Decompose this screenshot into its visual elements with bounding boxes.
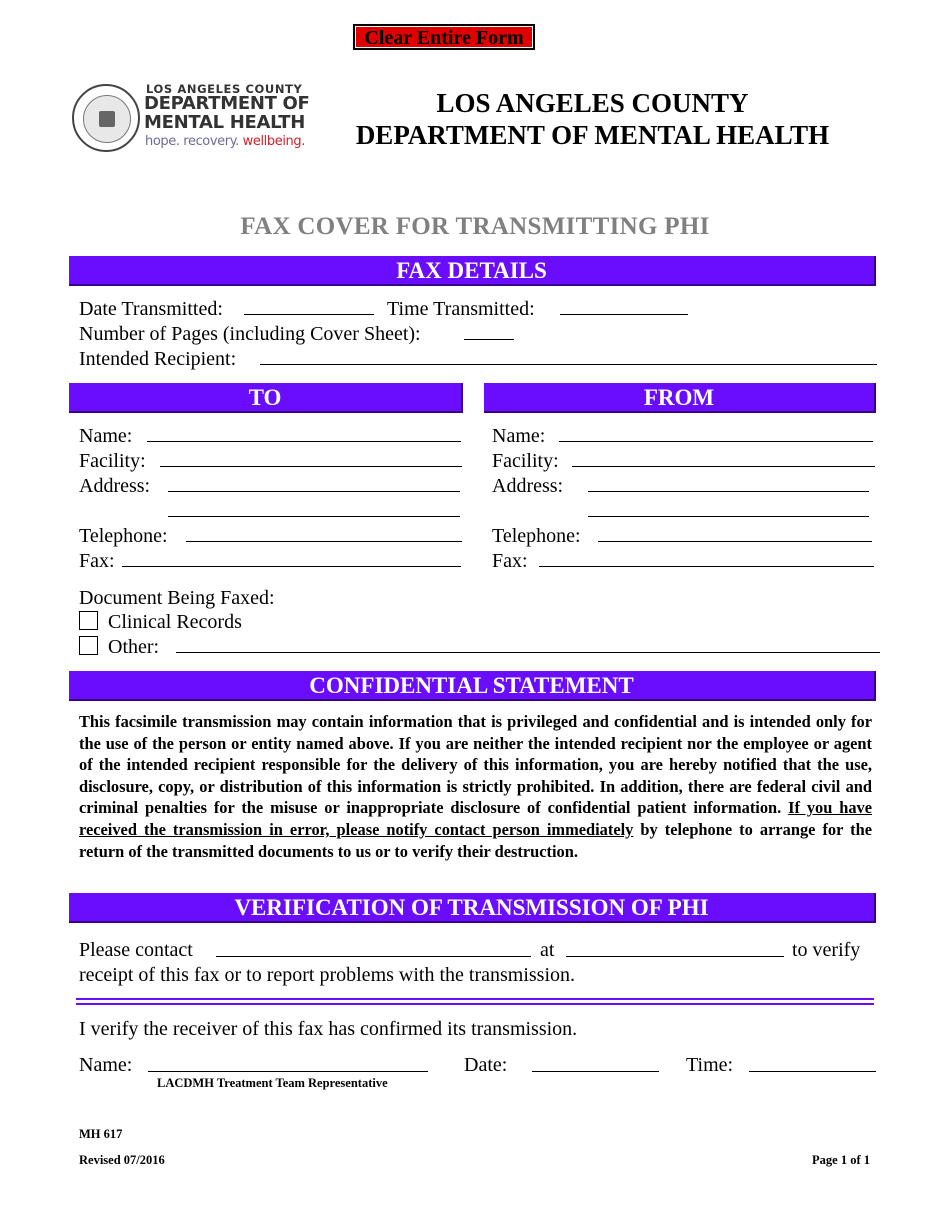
verification-line-2: receipt of this fax or to report problems with the transmission. (79, 964, 576, 986)
from-heading: FROM (484, 383, 876, 413)
contact-person-field[interactable] (216, 955, 531, 957)
from-facility-field[interactable] (572, 465, 875, 467)
from-name-label: Name: (492, 425, 546, 447)
time-transmitted-label: Time Transmitted: (387, 298, 535, 320)
to-fax-label: Fax: (79, 550, 115, 572)
to-name-field[interactable] (147, 440, 461, 442)
revised-date: Revised 07/2016 (79, 1153, 165, 1167)
from-name-field[interactable] (559, 440, 873, 442)
confidential-text-end: by telephone to arrange for the return of the transmitted documents to us or to verify their destruction. (79, 819, 872, 861)
form-title: FAX COVER FOR TRANSMITTING PHI (240, 213, 710, 240)
to-name-label: Name: (79, 425, 133, 447)
separator-line-1 (76, 998, 874, 1000)
date-transmitted-field[interactable] (244, 313, 374, 315)
pages-label: Number of Pages (including Cover Sheet): (79, 323, 421, 345)
other-field[interactable] (176, 651, 880, 653)
verify-time-label: Time: (686, 1054, 734, 1076)
to-telephone-label: Telephone: (79, 525, 168, 547)
confidential-underlined-text: If you have received the transmission in error, please notify contact person immediately (79, 798, 872, 839)
to-facility-field[interactable] (160, 465, 462, 467)
separator-line-2 (76, 1003, 874, 1005)
header-title-line-2: DEPARTMENT OF MENTAL HEALTH (355, 120, 830, 150)
to-telephone-field[interactable] (186, 540, 462, 542)
seal-emblem (99, 111, 115, 127)
from-facility-label: Facility: (492, 450, 559, 472)
verify-date-field[interactable] (532, 1070, 659, 1072)
clinical-records-checkbox[interactable] (79, 611, 98, 630)
pages-field[interactable] (464, 338, 514, 340)
verify-name-label: Name: (79, 1054, 133, 1076)
page-number: Page 1 of 1 (812, 1153, 870, 1167)
from-fax-label: Fax: (492, 550, 528, 572)
to-verify-label: to verify (792, 939, 861, 961)
from-address-field-2[interactable] (588, 515, 869, 517)
verify-date-label: Date: (464, 1054, 508, 1076)
logo-tagline (145, 134, 305, 149)
document-label: Document Being Faxed: (79, 587, 275, 609)
contact-phone-field[interactable] (566, 955, 784, 957)
from-address-field-1[interactable] (588, 490, 869, 492)
verify-name-field[interactable] (148, 1070, 428, 1072)
to-facility-label: Facility: (79, 450, 146, 472)
from-fax-field[interactable] (539, 565, 874, 567)
time-transmitted-field[interactable] (560, 313, 688, 315)
fax-details-heading: FAX DETAILS (69, 256, 876, 286)
seal-inner (83, 95, 131, 143)
intended-recipient-field[interactable] (260, 363, 877, 365)
from-address-label: Address: (492, 475, 564, 497)
confidential-heading: CONFIDENTIAL STATEMENT (69, 671, 876, 701)
to-address-field-2[interactable] (168, 515, 460, 517)
to-address-label: Address: (79, 475, 151, 497)
verify-time-field[interactable] (749, 1070, 876, 1072)
tagline-part-2: wellbeing. (242, 134, 305, 149)
intended-recipient-label: Intended Recipient: (79, 348, 237, 370)
tagline-part-1: hope. recovery. (145, 134, 243, 149)
form-number: MH 617 (79, 1127, 123, 1141)
confidential-text: This facsimile transmission may contain information that is privileged and confidential and is intended only for the use of the person or entity named above. If you are neither the intended recipient nor the employee or agent of the intended recipient responsible for the delivery of this information, you are hereby notified that the use, disclosure, copy, or distribution of this information is strictly prohibited. In addition, there are federal civil and criminal penalties for the misuse or inappropriate disclosure of confidential patient information. (79, 712, 872, 818)
rep-caption: LACDMH Treatment Team Representative (157, 1076, 388, 1090)
from-telephone-label: Telephone: (492, 525, 581, 547)
clinical-records-label: Clinical Records (108, 611, 242, 633)
clear-form-button[interactable]: Clear Entire Form (353, 24, 535, 50)
date-transmitted-label: Date Transmitted: (79, 298, 223, 320)
to-fax-field[interactable] (122, 565, 461, 567)
confidential-statement (79, 711, 872, 862)
confirm-text: I verify the receiver of this fax has confirmed its transmission. (79, 1018, 578, 1040)
to-address-field-1[interactable] (168, 490, 460, 492)
other-checkbox[interactable] (79, 636, 98, 655)
from-telephone-field[interactable] (598, 540, 872, 542)
header-title-line-1: LOS ANGELES COUNTY (436, 88, 749, 118)
verification-heading: VERIFICATION OF TRANSMISSION OF PHI (69, 893, 876, 923)
logo-line-3: MENTAL HEALTH (144, 112, 306, 133)
county-seal-icon (72, 84, 140, 152)
logo-line-2: DEPARTMENT OF (144, 93, 310, 114)
to-heading: TO (69, 383, 463, 413)
at-label: at (540, 939, 555, 961)
other-label: Other: (108, 636, 160, 658)
please-contact-label: Please contact (79, 939, 193, 961)
logo-line-1: LOS ANGELES COUNTY (146, 82, 303, 96)
